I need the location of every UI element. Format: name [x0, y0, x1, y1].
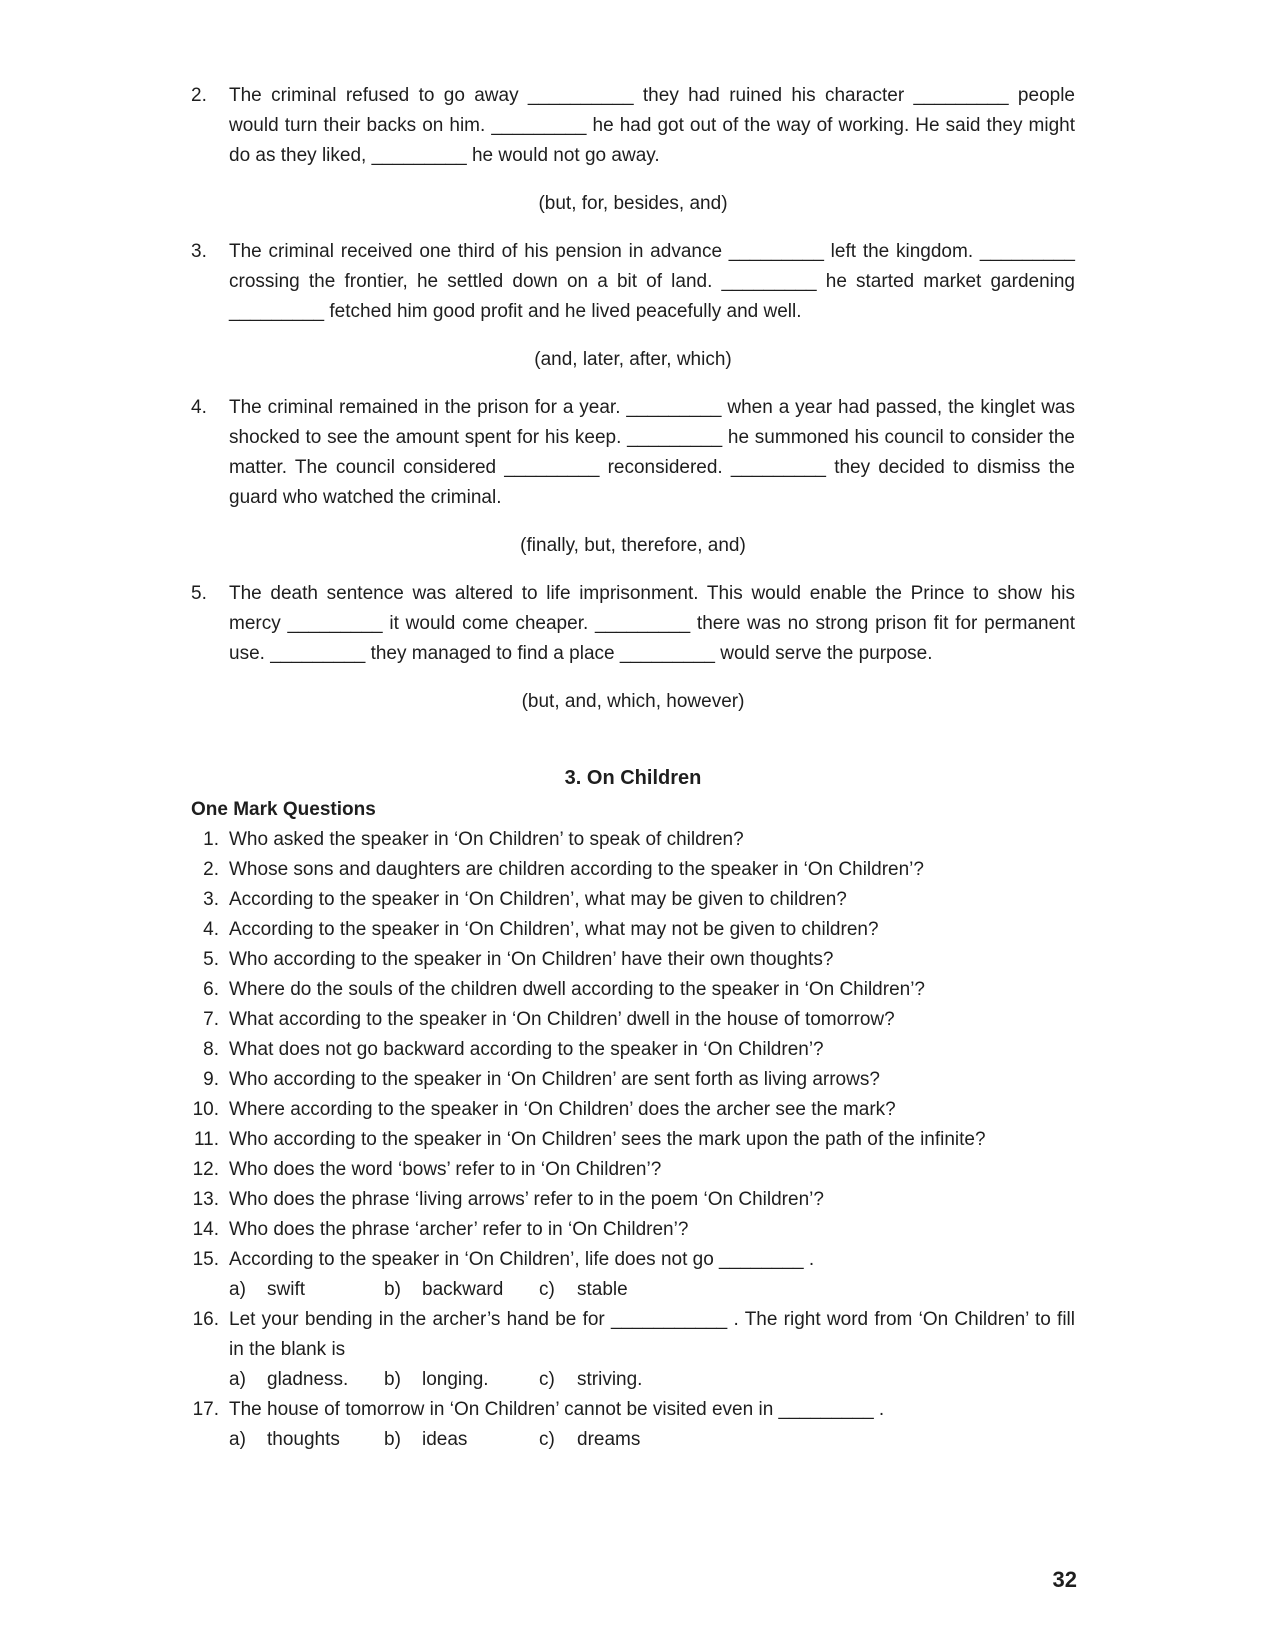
question-text: According to the speaker in ‘On Children’, what may not be given to children? — [229, 919, 879, 940]
question-text: Let your bending in the archer’s hand be for ___________ . The right word from ‘On Children’ to fill in the blank is — [229, 1309, 1075, 1360]
mcq-item — [191, 1395, 1075, 1455]
exercise-text: The criminal refused to go away __________ they had ruined his character _________ people would turn their backs on him. _________ he had got out of the way of working. He said they might do as they liked, _________ he would not go away. — [229, 85, 1075, 166]
question-text: Who does the word ‘bows’ refer to in ‘On Children’? — [229, 1159, 662, 1180]
exercise-options: (but, for, besides, and) — [538, 193, 728, 214]
question-item — [191, 975, 1075, 1005]
question-item — [191, 1035, 1075, 1065]
question-text: What does not go backward according to the speaker in ‘On Children’? — [229, 1039, 824, 1060]
exercise-item — [191, 81, 1075, 219]
question-text: Where according to the speaker in ‘On Children’ does the archer see the mark? — [229, 1099, 896, 1120]
question-number: 2. — [203, 859, 219, 880]
question-number: 12. — [192, 1159, 219, 1180]
choice-a: a) thoughts — [229, 1429, 340, 1450]
question-text: Who according to the speaker in ‘On Children’ sees the mark upon the path of the infinite? — [229, 1129, 986, 1150]
question-number: 11. — [193, 1129, 219, 1150]
exercise-text: The criminal remained in the prison for a year. _________ when a year had passed, the kinglet was shocked to see the amount spent for his keep. _________ he summoned his council to consider the matter. The council considered _________ reconsidered. _________ they decided to dismiss the guard who watched the criminal. — [229, 397, 1075, 508]
question-number: 16. — [192, 1309, 219, 1330]
choice-list — [191, 1275, 1075, 1305]
question-text: According to the speaker in ‘On Children’, life does not go ________ . — [229, 1249, 815, 1270]
choice-list — [191, 1425, 1075, 1455]
question-number: 1. — [203, 829, 219, 850]
question-number: 10. — [192, 1099, 219, 1120]
exercise-number: 5. — [191, 583, 207, 604]
question-text: What according to the speaker in ‘On Children’ dwell in the house of tomorrow? — [229, 1009, 895, 1030]
choice-b: b) backward — [384, 1279, 504, 1300]
question-item — [191, 855, 1075, 885]
question-item — [191, 1095, 1075, 1125]
exercise-item — [191, 579, 1075, 717]
mcq-item — [191, 1305, 1075, 1395]
question-item — [191, 1185, 1075, 1215]
question-text: Who according to the speaker in ‘On Children’ have their own thoughts? — [229, 949, 834, 970]
question-text: According to the speaker in ‘On Children’, what may be given to children? — [229, 889, 847, 910]
question-number: 13. — [192, 1189, 219, 1210]
section-title: 3. On Children — [564, 767, 702, 789]
question-item — [191, 1125, 1075, 1155]
question-item — [191, 945, 1075, 975]
choice-a: a) gladness. — [229, 1369, 349, 1390]
question-item — [191, 1065, 1075, 1095]
section-subtitle: One Mark Questions — [191, 799, 376, 820]
question-item — [191, 1155, 1075, 1185]
question-number: 6. — [203, 979, 219, 1000]
question-number: 4. — [203, 919, 219, 940]
exercise-item — [191, 393, 1075, 561]
question-item — [191, 885, 1075, 915]
question-text: The house of tomorrow in ‘On Children’ cannot be visited even in _________ . — [229, 1399, 885, 1420]
question-number: 14. — [192, 1219, 219, 1240]
choice-b: b) ideas — [384, 1429, 468, 1450]
question-text: Who does the phrase ‘archer’ refer to in ‘On Children’? — [229, 1219, 689, 1240]
page-content — [191, 81, 1075, 1455]
question-text: Who asked the speaker in ‘On Children’ to speak of children? — [229, 829, 744, 850]
exercise-number: 4. — [191, 397, 207, 418]
page-number: 32 — [1052, 1567, 1077, 1592]
exercise-number: 3. — [191, 241, 207, 262]
question-item — [191, 915, 1075, 945]
question-text: Who does the phrase ‘living arrows’ refer to in the poem ‘On Children’? — [229, 1189, 824, 1210]
question-number: 8. — [203, 1039, 219, 1060]
exercise-options: (but, and, which, however) — [521, 691, 745, 712]
question-text: Where do the souls of the children dwell according to the speaker in ‘On Children’? — [229, 979, 925, 1000]
question-text: Who according to the speaker in ‘On Children’ are sent forth as living arrows? — [229, 1069, 880, 1090]
question-text: Whose sons and daughters are children according to the speaker in ‘On Children’? — [229, 859, 924, 880]
choice-c: c) dreams — [539, 1429, 641, 1450]
choice-a: a) swift — [229, 1279, 305, 1300]
exercise-text: The death sentence was altered to life imprisonment. This would enable the Prince to show his mercy _________ it would come cheaper. _________ there was no strong prison fit for permanent use. _________ they managed to find a place _________ would serve the purpose. — [229, 583, 1075, 664]
question-item — [191, 1005, 1075, 1035]
exercise-options: (and, later, after, which) — [534, 349, 732, 370]
mcq-item — [191, 1245, 1075, 1305]
choice-list — [191, 1365, 1075, 1395]
choice-c: c) stable — [539, 1279, 628, 1300]
question-number: 7. — [203, 1009, 219, 1030]
exercise-number: 2. — [191, 85, 207, 106]
question-number: 15. — [192, 1249, 219, 1270]
choice-c: c) striving. — [539, 1369, 643, 1390]
question-number: 3. — [203, 889, 219, 910]
question-item — [191, 825, 1075, 855]
exercise-item — [191, 237, 1075, 375]
question-number: 9. — [203, 1069, 219, 1090]
question-list — [191, 825, 1075, 1455]
exercise-options: (finally, but, therefore, and) — [520, 535, 746, 556]
exercise-text: The criminal received one third of his pension in advance _________ left the kingdom. _________ crossing the frontier, he settled down on a bit of land. _________ he started market gardening _________ fetched him good profit and he lived peacefully and well. — [229, 241, 1075, 322]
question-item — [191, 1215, 1075, 1245]
choice-b: b) longing. — [384, 1369, 489, 1390]
question-number: 17. — [192, 1399, 219, 1420]
question-number: 5. — [203, 949, 219, 970]
